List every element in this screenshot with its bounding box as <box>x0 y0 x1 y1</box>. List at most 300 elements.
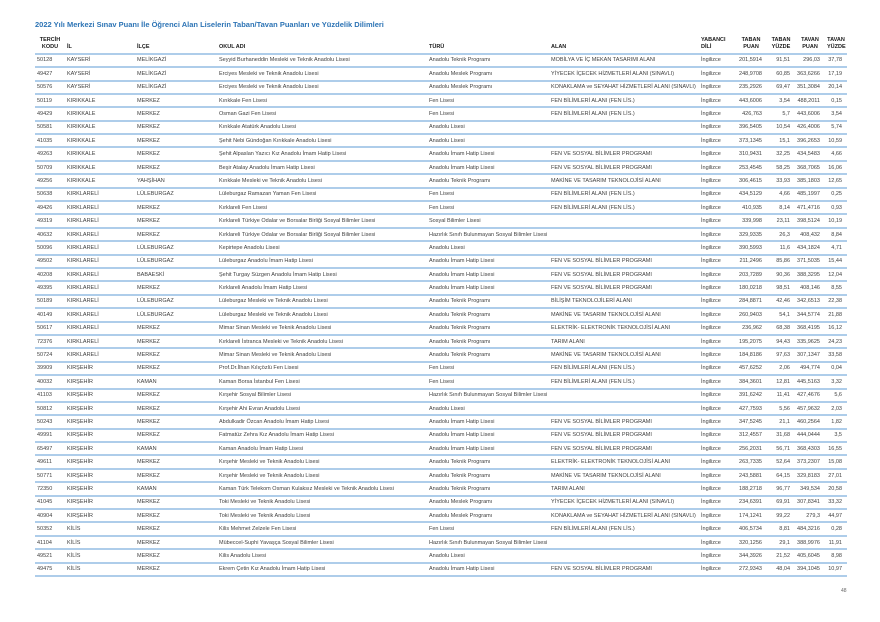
cell-alan: FEN BİLİMLERİ ALANI (FEN LİS.) <box>549 522 699 535</box>
cell-yabanci-dili: İngilizce <box>699 67 735 80</box>
cell-taban-yuzde: 69,47 <box>767 81 795 94</box>
cell-yabanci-dili: İngilizce <box>699 335 735 348</box>
cell-il: KIRIKKALE <box>65 94 135 107</box>
cell-taban-yuzde: 69,91 <box>767 496 795 509</box>
cell-yabanci-dili: İngilizce <box>699 228 735 241</box>
cell-tercih-kodu: 65497 <box>35 442 65 455</box>
cell-tavan-puan: 371,5035 <box>795 255 825 268</box>
cell-tavan-yuzde: 8,84 <box>825 228 847 241</box>
cell-taban-yuzde: 11,6 <box>767 241 795 254</box>
cell-turu: Anadolu Lisesi <box>427 134 549 147</box>
cell-taban-yuzde: 48,04 <box>767 563 795 576</box>
cell-il: KIRIKKALE <box>65 174 135 187</box>
cell-tercih-kodu: 72350 <box>35 482 65 495</box>
cell-okul-adi: Kilis Mehmet Zelzele Fen Lisesi <box>217 522 427 535</box>
cell-taban-puan: 443,6006 <box>735 94 767 107</box>
cell-il: KIRKLARELİ <box>65 322 135 335</box>
cell-taban-puan: 373,1345 <box>735 134 767 147</box>
cell-taban-puan: 390,5993 <box>735 241 767 254</box>
cell-taban-puan: 174,1241 <box>735 509 767 522</box>
cell-taban-puan: 306,4615 <box>735 174 767 187</box>
cell-tavan-puan: 434,5483 <box>795 147 825 160</box>
cell-taban-yuzde: 15,1 <box>767 134 795 147</box>
cell-turu: Anadolu Teknik Programı <box>427 469 549 482</box>
cell-yabanci-dili: İngilizce <box>699 389 735 402</box>
cell-tavan-yuzde: 0,15 <box>825 94 847 107</box>
cell-tavan-puan: 307,8341 <box>795 496 825 509</box>
cell-taban-yuzde: 12,81 <box>767 375 795 388</box>
cell-il: KIRŞEHİR <box>65 429 135 442</box>
header-alan: ALAN <box>549 36 699 54</box>
cell-taban-puan: 236,962 <box>735 322 767 335</box>
cell-ilce: MERKEZ <box>135 496 217 509</box>
cell-taban-puan: 180,0218 <box>735 281 767 294</box>
cell-yabanci-dili: İngilizce <box>699 214 735 227</box>
cell-turu: Anadolu İmam Hatip Lisesi <box>427 255 549 268</box>
cell-tavan-yuzde: 3,54 <box>825 107 847 120</box>
cell-ilce: MERKEZ <box>135 201 217 214</box>
cell-okul-adi: Kırıkkale Atatürk Anadolu Lisesi <box>217 121 427 134</box>
cell-turu: Anadolu İmam Hatip Lisesi <box>427 415 549 428</box>
cell-okul-adi: Kırıkkale Fen Lisesi <box>217 94 427 107</box>
cell-alan: FEN BİLİMLERİ ALANI (FEN LİS.) <box>549 188 699 201</box>
cell-yabanci-dili: İngilizce <box>699 522 735 535</box>
cell-yabanci-dili: İngilizce <box>699 308 735 321</box>
cell-taban-puan: 457,6252 <box>735 362 767 375</box>
cell-alan <box>549 134 699 147</box>
cell-il: KIRŞEHİR <box>65 402 135 415</box>
cell-yabanci-dili: İngilizce <box>699 174 735 187</box>
cell-alan: MAKİNE VE TASARIM TEKNOLOJİSİ ALANI <box>549 348 699 361</box>
cell-tavan-yuzde: 4,71 <box>825 241 847 254</box>
cell-tavan-puan: 351,3084 <box>795 81 825 94</box>
cell-alan <box>549 228 699 241</box>
cell-okul-adi: Osman Gazi Fen Lisesi <box>217 107 427 120</box>
cell-taban-yuzde: 60,85 <box>767 67 795 80</box>
cell-turu: Hazırlık Sınıfı Bulunmayan Sosyal Bilimler Lisesi <box>427 389 549 402</box>
table-row <box>35 522 847 535</box>
cell-il: KIRIKKALE <box>65 107 135 120</box>
cell-turu: Anadolu Meslek Programı <box>427 496 549 509</box>
cell-tavan-yuzde: 20,58 <box>825 482 847 495</box>
cell-taban-puan: 396,5405 <box>735 121 767 134</box>
cell-turu: Fen Lisesi <box>427 188 549 201</box>
cell-taban-puan: 235,2926 <box>735 81 767 94</box>
cell-tavan-yuzde: 10,19 <box>825 214 847 227</box>
cell-taban-yuzde: 5,7 <box>767 107 795 120</box>
cell-taban-puan: 391,6242 <box>735 389 767 402</box>
cell-alan: FEN VE SOSYAL BİLİMLER PROGRAMI <box>549 147 699 160</box>
table-row <box>35 482 847 495</box>
cell-yabanci-dili: İngilizce <box>699 81 735 94</box>
cell-turu: Anadolu Lisesi <box>427 549 549 562</box>
cell-tercih-kodu: 49319 <box>35 214 65 227</box>
cell-ilce: KAMAN <box>135 482 217 495</box>
cell-tavan-puan: 368,4303 <box>795 442 825 455</box>
cell-il: KIRŞEHİR <box>65 362 135 375</box>
cell-il: KİLİS <box>65 522 135 535</box>
cell-taban-puan: 410,935 <box>735 201 767 214</box>
cell-turu: Anadolu Teknik Programı <box>427 322 549 335</box>
cell-alan: FEN VE SOSYAL BİLİMLER PROGRAMI <box>549 442 699 455</box>
cell-tercih-kodu: 50119 <box>35 94 65 107</box>
table-row <box>35 415 847 428</box>
cell-alan: KONAKLAMA ve SEYAHAT HİZMETLERİ ALANI (SINAVLI) <box>549 509 699 522</box>
cell-okul-adi: Kilis Anadolu Lisesi <box>217 549 427 562</box>
cell-okul-adi: Kaman Anadolu İmam Hatip Lisesi <box>217 442 427 455</box>
cell-taban-yuzde: 33,93 <box>767 174 795 187</box>
cell-tavan-yuzde: 16,12 <box>825 322 847 335</box>
cell-turu: Anadolu Teknik Programı <box>427 348 549 361</box>
cell-taban-yuzde: 94,43 <box>767 335 795 348</box>
cell-tavan-puan: 485,1997 <box>795 188 825 201</box>
cell-taban-yuzde: 10,54 <box>767 121 795 134</box>
cell-alan: FEN BİLİMLERİ ALANI (FEN LİS.) <box>549 94 699 107</box>
cell-alan <box>549 241 699 254</box>
cell-tavan-yuzde: 17,19 <box>825 67 847 80</box>
cell-ilce: MERKEZ <box>135 214 217 227</box>
cell-taban-yuzde: 99,22 <box>767 509 795 522</box>
cell-tercih-kodu: 49429 <box>35 107 65 120</box>
cell-tavan-yuzde: 5,74 <box>825 121 847 134</box>
cell-il: KIRKLARELİ <box>65 335 135 348</box>
cell-yabanci-dili: İngilizce <box>699 281 735 294</box>
cell-yabanci-dili: İngilizce <box>699 121 735 134</box>
cell-ilce: BABAESKİ <box>135 268 217 281</box>
cell-tercih-kodu: 49611 <box>35 455 65 468</box>
table-header <box>35 36 847 54</box>
table-row <box>35 549 847 562</box>
cell-taban-puan: 184,8186 <box>735 348 767 361</box>
cell-il: KİLİS <box>65 536 135 549</box>
cell-turu: Anadolu İmam Hatip Lisesi <box>427 563 549 576</box>
cell-tavan-puan: 471,4716 <box>795 201 825 214</box>
cell-turu: Anadolu Meslek Programı <box>427 81 549 94</box>
cell-okul-adi: Kırklareli Anadolu İmam Hatip Lisesi <box>217 281 427 294</box>
cell-turu: Anadolu İmam Hatip Lisesi <box>427 442 549 455</box>
cell-ilce: MERKEZ <box>135 335 217 348</box>
cell-tavan-puan: 363,6266 <box>795 67 825 80</box>
table-row <box>35 174 847 187</box>
cell-tavan-puan: 396,2653 <box>795 134 825 147</box>
cell-tercih-kodu: 50724 <box>35 348 65 361</box>
cell-il: KAYSERİ <box>65 81 135 94</box>
cell-ilce: MERKEZ <box>135 94 217 107</box>
table-row <box>35 161 847 174</box>
cell-okul-adi: Kepirtepe Anadolu Lisesi <box>217 241 427 254</box>
cell-okul-adi: Şehit Turgay Süzgen Anadolu İmam Hatip Lisesi <box>217 268 427 281</box>
cell-okul-adi: Lüleburgaz Anadolu İmam Hatip Lisesi <box>217 255 427 268</box>
cell-yabanci-dili: İngilizce <box>699 455 735 468</box>
cell-il: KIRKLARELİ <box>65 255 135 268</box>
cell-taban-yuzde: 8,81 <box>767 522 795 535</box>
cell-taban-yuzde: 11,41 <box>767 389 795 402</box>
cell-tavan-puan: 388,9976 <box>795 536 825 549</box>
cell-il: KIRIKKALE <box>65 134 135 147</box>
cell-okul-adi: Erciyes Mesleki ve Teknik Anadolu Lisesi <box>217 67 427 80</box>
cell-taban-yuzde: 64,15 <box>767 469 795 482</box>
cell-yabanci-dili: İngilizce <box>699 134 735 147</box>
cell-tavan-puan: 385,1803 <box>795 174 825 187</box>
cell-ilce: MELİKGAZİ <box>135 81 217 94</box>
cell-taban-yuzde: 32,25 <box>767 147 795 160</box>
cell-tavan-puan: 484,3216 <box>795 522 825 535</box>
cell-taban-yuzde: 31,68 <box>767 429 795 442</box>
cell-tavan-puan: 445,5163 <box>795 375 825 388</box>
cell-alan: TARIM ALANI <box>549 482 699 495</box>
table-row <box>35 308 847 321</box>
cell-tavan-puan: 342,6513 <box>795 295 825 308</box>
cell-il: KIRŞEHİR <box>65 375 135 388</box>
cell-tavan-yuzde: 0,28 <box>825 522 847 535</box>
cell-ilce: MERKEZ <box>135 536 217 549</box>
cell-alan <box>549 402 699 415</box>
cell-ilce: MERKEZ <box>135 389 217 402</box>
cell-tercih-kodu: 50638 <box>35 188 65 201</box>
cell-il: KIRKLARELİ <box>65 348 135 361</box>
cell-tercih-kodu: 49427 <box>35 67 65 80</box>
cell-tavan-yuzde: 21,88 <box>825 308 847 321</box>
cell-tavan-puan: 279,3 <box>795 509 825 522</box>
cell-okul-adi: Lüleburgaz Mesleki ve Teknik Anadolu Lisesi <box>217 308 427 321</box>
cell-turu: Fen Lisesi <box>427 375 549 388</box>
cell-tavan-puan: 388,3295 <box>795 268 825 281</box>
cell-tavan-puan: 349,534 <box>795 482 825 495</box>
cell-taban-puan: 260,9403 <box>735 308 767 321</box>
cell-ilce: LÜLEBURGAZ <box>135 188 217 201</box>
cell-alan <box>549 214 699 227</box>
cell-taban-puan: 434,5129 <box>735 188 767 201</box>
cell-taban-yuzde: 97,63 <box>767 348 795 361</box>
header-turu: TÜRÜ <box>427 36 549 54</box>
header-ilce: İLÇE <box>135 36 217 54</box>
table-row <box>35 121 847 134</box>
cell-taban-yuzde: 58,25 <box>767 161 795 174</box>
cell-il: KAYSERİ <box>65 54 135 67</box>
table-row <box>35 67 847 80</box>
cell-tavan-yuzde: 8,55 <box>825 281 847 294</box>
cell-il: KIRIKKALE <box>65 161 135 174</box>
table-row <box>35 228 847 241</box>
table-row <box>35 389 847 402</box>
cell-yabanci-dili: İngilizce <box>699 375 735 388</box>
cell-turu: Anadolu İmam Hatip Lisesi <box>427 429 549 442</box>
cell-alan: MOBİLYA VE İÇ MEKAN TASARIMI ALANI <box>549 54 699 67</box>
cell-turu: Anadolu Teknik Programı <box>427 174 549 187</box>
cell-tercih-kodu: 50812 <box>35 402 65 415</box>
header-tavan-puan: TAVAN PUAN <box>795 36 825 54</box>
cell-tercih-kodu: 41104 <box>35 536 65 549</box>
cell-yabanci-dili: İngilizce <box>699 415 735 428</box>
cell-ilce: MERKEZ <box>135 362 217 375</box>
cell-okul-adi: Şehit Alpaslan Yazıcı Kız Anadolu İmam Hatip Lisesi <box>217 147 427 160</box>
cell-tercih-kodu: 50617 <box>35 322 65 335</box>
header-okul-adi: OKUL ADI <box>217 36 427 54</box>
cell-alan: MAKİNE VE TASARIM TEKNOLOJİSİ ALANI <box>549 308 699 321</box>
cell-tavan-yuzde: 0,93 <box>825 201 847 214</box>
cell-turu: Anadolu Meslek Programı <box>427 67 549 80</box>
cell-tavan-yuzde: 8,98 <box>825 549 847 562</box>
cell-ilce: YAHŞİHAN <box>135 174 217 187</box>
cell-ilce: MERKEZ <box>135 322 217 335</box>
cell-taban-yuzde: 29,1 <box>767 536 795 549</box>
cell-ilce: MERKEZ <box>135 348 217 361</box>
cell-taban-yuzde: 21,52 <box>767 549 795 562</box>
cell-tavan-yuzde: 33,58 <box>825 348 847 361</box>
cell-turu: Sosyal Bilimler Lisesi <box>427 214 549 227</box>
cell-ilce: LÜLEBURGAZ <box>135 295 217 308</box>
cell-taban-yuzde: 91,51 <box>767 54 795 67</box>
cell-okul-adi: Şehit Nebi Gündoğan Kırıkkale Anadolu Lisesi <box>217 134 427 147</box>
table-row <box>35 469 847 482</box>
cell-okul-adi: Kırşehir Ahi Evran Anadolu Lisesi <box>217 402 427 415</box>
cell-tercih-kodu: 50581 <box>35 121 65 134</box>
cell-yabanci-dili: İngilizce <box>699 201 735 214</box>
cell-taban-puan: 234,6391 <box>735 496 767 509</box>
table-row <box>35 147 847 160</box>
cell-alan: YİYECEK İÇECEK HİZMETLERİ ALANI (SINAVLI) <box>549 496 699 509</box>
cell-tavan-puan: 335,9625 <box>795 335 825 348</box>
cell-taban-yuzde: 90,36 <box>767 268 795 281</box>
cell-il: KIRŞEHİR <box>65 496 135 509</box>
cell-alan: FEN VE SOSYAL BİLİMLER PROGRAMI <box>549 563 699 576</box>
cell-tercih-kodu: 50096 <box>35 241 65 254</box>
cell-turu: Fen Lisesi <box>427 362 549 375</box>
cell-taban-yuzde: 4,66 <box>767 188 795 201</box>
cell-taban-puan: 339,998 <box>735 214 767 227</box>
cell-il: KIRKLARELİ <box>65 214 135 227</box>
cell-tavan-yuzde: 16,06 <box>825 161 847 174</box>
cell-taban-yuzde: 52,64 <box>767 455 795 468</box>
cell-yabanci-dili: İngilizce <box>699 402 735 415</box>
cell-tercih-kodu: 41035 <box>35 134 65 147</box>
cell-ilce: MERKEZ <box>135 228 217 241</box>
cell-tercih-kodu: 50709 <box>35 161 65 174</box>
cell-okul-adi: Kırklareli Türkiye Odalar ve Borsalar Birliği Sosyal Bilimler Lisesi <box>217 214 427 227</box>
cell-alan: FEN VE SOSYAL BİLİMLER PROGRAMI <box>549 429 699 442</box>
cell-tercih-kodu: 41103 <box>35 389 65 402</box>
cell-taban-puan: 344,3926 <box>735 549 767 562</box>
header-il: İL <box>65 36 135 54</box>
cell-alan: FEN BİLİMLERİ ALANI (FEN LİS.) <box>549 107 699 120</box>
cell-ilce: MERKEZ <box>135 134 217 147</box>
cell-tavan-puan: 427,4676 <box>795 389 825 402</box>
header-yabanci-dili: YABANCI DİLİ <box>699 36 735 54</box>
table-row <box>35 201 847 214</box>
cell-taban-puan: 347,5245 <box>735 415 767 428</box>
cell-tavan-yuzde: 37,78 <box>825 54 847 67</box>
cell-il: KİLİS <box>65 563 135 576</box>
cell-ilce: MERKEZ <box>135 161 217 174</box>
cell-alan: TARIM ALANI <box>549 335 699 348</box>
cell-taban-yuzde: 54,1 <box>767 308 795 321</box>
cell-tercih-kodu: 50771 <box>35 469 65 482</box>
cell-ilce: KAMAN <box>135 442 217 455</box>
cell-alan: KONAKLAMA ve SEYAHAT HİZMETLERİ ALANI (SINAVLI) <box>549 81 699 94</box>
cell-okul-adi: Kırşehir Mesleki ve Teknik Anadolu Lisesi <box>217 469 427 482</box>
cell-yabanci-dili: İngilizce <box>699 509 735 522</box>
table-row <box>35 402 847 415</box>
cell-turu: Anadolu Lisesi <box>427 402 549 415</box>
cell-tercih-kodu: 40149 <box>35 308 65 321</box>
cell-tavan-puan: 398,5124 <box>795 214 825 227</box>
cell-taban-yuzde: 2,06 <box>767 362 795 375</box>
cell-taban-yuzde: 23,11 <box>767 214 795 227</box>
cell-tavan-yuzde: 4,66 <box>825 147 847 160</box>
table-row <box>35 214 847 227</box>
cell-il: KIRIKKALE <box>65 147 135 160</box>
cell-alan: FEN VE SOSYAL BİLİMLER PROGRAMI <box>549 268 699 281</box>
cell-alan: FEN BİLİMLERİ ALANI (FEN LİS.) <box>549 201 699 214</box>
cell-tavan-puan: 394,1045 <box>795 563 825 576</box>
header-tavan-yuzde: TAVAN YÜZDE <box>825 36 847 54</box>
cell-tercih-kodu: 49521 <box>35 549 65 562</box>
cell-okul-adi: Kırklareli İstranca Mesleki ve Teknik Anadolu Lisesi <box>217 335 427 348</box>
cell-turu: Anadolu İmam Hatip Lisesi <box>427 268 549 281</box>
cell-tercih-kodu: 49263 <box>35 147 65 160</box>
cell-yabanci-dili: İngilizce <box>699 161 735 174</box>
cell-il: KIRIKKALE <box>65 121 135 134</box>
cell-tercih-kodu: 50128 <box>35 54 65 67</box>
cell-tercih-kodu: 40904 <box>35 509 65 522</box>
table-row <box>35 281 847 294</box>
cell-alan <box>549 549 699 562</box>
cell-turu: Anadolu Meslek Programı <box>427 509 549 522</box>
cell-okul-adi: Abdulkadir Özcan Anadolu İmam Hatip Lisesi <box>217 415 427 428</box>
cell-tavan-yuzde: 15,44 <box>825 255 847 268</box>
cell-tavan-puan: 368,7065 <box>795 161 825 174</box>
cell-turu: Fen Lisesi <box>427 94 549 107</box>
cell-yabanci-dili: İngilizce <box>699 482 735 495</box>
cell-il: KIRŞEHİR <box>65 469 135 482</box>
cell-okul-adi: Mübeccel-Suphi Yavaşça Sosyal Bilimler Lisesi <box>217 536 427 549</box>
table-row <box>35 295 847 308</box>
cell-il: KIRKLARELİ <box>65 295 135 308</box>
cell-ilce: MELİKGAZİ <box>135 54 217 67</box>
cell-turu: Anadolu İmam Hatip Lisesi <box>427 281 549 294</box>
cell-alan: MAKİNE VE TASARIM TEKNOLOJİSİ ALANI <box>549 174 699 187</box>
cell-tavan-yuzde: 44,97 <box>825 509 847 522</box>
cell-alan: BİLİŞİM TEKNOLOJİLERİ ALANI <box>549 295 699 308</box>
table-row <box>35 362 847 375</box>
cell-alan: FEN VE SOSYAL BİLİMLER PROGRAMI <box>549 255 699 268</box>
table-row <box>35 81 847 94</box>
cell-taban-yuzde: 96,77 <box>767 482 795 495</box>
cell-ilce: MERKEZ <box>135 549 217 562</box>
cell-yabanci-dili: İngilizce <box>699 536 735 549</box>
cell-tavan-puan: 307,1347 <box>795 348 825 361</box>
cell-okul-adi: Fatmatüz Zehra Kız Anadolu İmam Hatip Lisesi <box>217 429 427 442</box>
table-row <box>35 335 847 348</box>
cell-turu: Anadolu Teknik Programı <box>427 308 549 321</box>
cell-turu: Anadolu İmam Hatip Lisesi <box>427 147 549 160</box>
cell-okul-adi: Seyyid Burhaneddin Mesleki ve Teknik Anadolu Lisesi <box>217 54 427 67</box>
cell-turu: Anadolu Teknik Programı <box>427 335 549 348</box>
cell-turu: Anadolu Teknik Programı <box>427 455 549 468</box>
cell-tavan-puan: 434,1824 <box>795 241 825 254</box>
cell-tercih-kodu: 49475 <box>35 563 65 576</box>
cell-okul-adi: Erciyes Mesleki ve Teknik Anadolu Lisesi <box>217 81 427 94</box>
cell-taban-yuzde: 21,1 <box>767 415 795 428</box>
cell-alan <box>549 389 699 402</box>
table-row <box>35 348 847 361</box>
cell-tavan-puan: 457,9632 <box>795 402 825 415</box>
cell-taban-puan: 256,2031 <box>735 442 767 455</box>
cell-yabanci-dili: İngilizce <box>699 322 735 335</box>
cell-tavan-yuzde: 1,82 <box>825 415 847 428</box>
cell-alan: ELEKTRİK- ELEKTRONİK TEKNOLOJİSİ ALANI <box>549 322 699 335</box>
cell-taban-puan: 195,2075 <box>735 335 767 348</box>
